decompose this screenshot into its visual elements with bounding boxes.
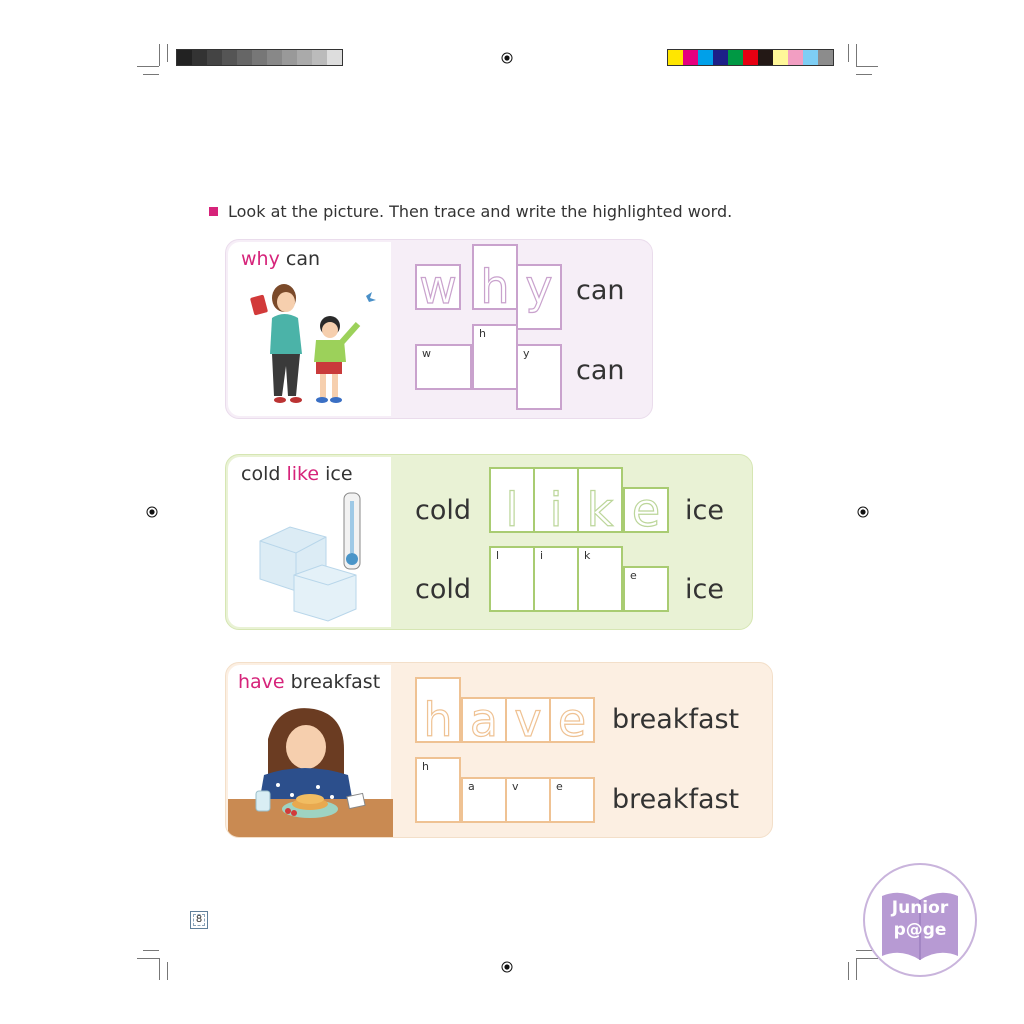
logo-text-line2: p@ge [893, 920, 947, 940]
registration-mark-icon [146, 506, 158, 518]
sentence-word-after: can [576, 275, 625, 306]
calibration-swatch [803, 50, 818, 65]
calibration-swatch [773, 50, 788, 65]
write-letter-box[interactable]: a [461, 777, 507, 823]
trace-letter-box: h [472, 244, 518, 310]
calibration-swatch [668, 50, 683, 65]
calibration-swatch [788, 50, 803, 65]
calibration-swatch [177, 50, 192, 65]
calibration-swatch [683, 50, 698, 65]
exercise-card-why [225, 239, 653, 419]
calibration-swatch [252, 50, 267, 65]
sentence-word-after: ice [685, 495, 724, 526]
instruction-text: Look at the picture. Then trace and write the highlighted word. [228, 202, 733, 221]
trace-letter-box: i [533, 467, 579, 533]
logo-text-line1: Junior [891, 898, 949, 918]
grayscale-calibration-bar [176, 49, 343, 66]
calibration-swatch [743, 50, 758, 65]
calibration-swatch [267, 50, 282, 65]
junior-page-logo [862, 862, 978, 978]
picture-label: have breakfast [238, 671, 381, 693]
trace-letter-box: e [549, 697, 595, 743]
sentence-word-after: breakfast [612, 784, 740, 815]
trace-letter-box: e [623, 487, 669, 533]
calibration-swatch [237, 50, 252, 65]
calibration-swatch [818, 50, 833, 65]
calibration-swatch [758, 50, 773, 65]
calibration-swatch [713, 50, 728, 65]
write-letter-box[interactable]: e [549, 777, 595, 823]
exercise-card-like [225, 454, 753, 630]
write-letter-box[interactable]: l [489, 546, 535, 612]
calibration-swatch [327, 50, 342, 65]
color-calibration-bar [667, 49, 834, 66]
calibration-swatch [728, 50, 743, 65]
write-letter-box[interactable]: h [472, 324, 518, 390]
picture-panel [228, 457, 391, 627]
picture-panel [228, 665, 391, 835]
sentence-word-before: cold [415, 495, 472, 526]
calibration-swatch [698, 50, 713, 65]
picture-panel [228, 242, 391, 416]
registration-mark-icon [857, 506, 869, 518]
write-letter-box[interactable]: y [516, 344, 562, 410]
trace-letter-box: w [415, 264, 461, 310]
instruction-bullet [209, 207, 218, 216]
exercise-card-have [225, 662, 773, 838]
write-letter-box[interactable]: k [577, 546, 623, 612]
trace-letter-box: h [415, 677, 461, 743]
sentence-word-after: ice [685, 574, 724, 605]
mother-and-boy-with-bird-illustration [242, 276, 382, 416]
girl-eating-pancakes-illustration [228, 699, 393, 837]
sentence-word-after: can [576, 355, 625, 386]
trace-letter-box: k [577, 467, 623, 533]
calibration-swatch [207, 50, 222, 65]
write-letter-box[interactable]: e [623, 566, 669, 612]
sentence-word-before: cold [415, 574, 472, 605]
sentence-word-after: breakfast [612, 704, 740, 735]
trace-letter-box: y [516, 264, 562, 330]
calibration-swatch [192, 50, 207, 65]
picture-label: why can [241, 248, 321, 270]
calibration-swatch [282, 50, 297, 65]
write-letter-box[interactable]: h [415, 757, 461, 823]
write-letter-box[interactable]: v [505, 777, 551, 823]
registration-mark-icon [501, 961, 513, 973]
write-letter-box[interactable]: w [415, 344, 472, 390]
calibration-swatch [297, 50, 312, 65]
registration-mark-icon [501, 52, 513, 64]
page-number: 8 [190, 911, 208, 929]
trace-letter-box: v [505, 697, 551, 743]
trace-letter-box: l [489, 467, 535, 533]
calibration-swatch [312, 50, 327, 65]
trace-letter-box: a [461, 697, 507, 743]
ice-cubes-and-thermometer-illustration [242, 489, 382, 625]
calibration-swatch [222, 50, 237, 65]
write-letter-box[interactable]: i [533, 546, 579, 612]
picture-label: cold like ice [241, 463, 353, 485]
